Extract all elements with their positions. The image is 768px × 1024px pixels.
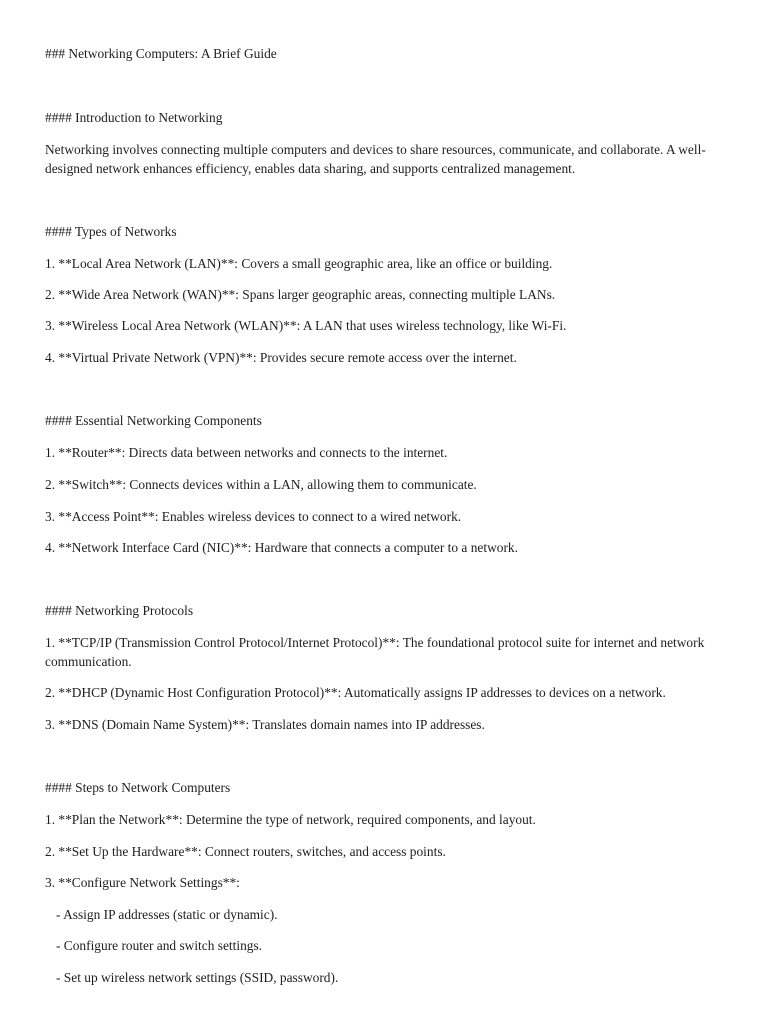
- section-heading-types: #### Types of Networks: [45, 224, 177, 239]
- list-item-types-1: 1. **Local Area Network (LAN)**: Covers a small geographic area, like an office or building.: [45, 256, 553, 271]
- list-item-components-4: 4. **Network Interface Card (NIC)**: Hardware that connects a computer to a network.: [45, 540, 518, 555]
- list-item-protocols-3: 3. **DNS (Domain Name System)**: Translates domain names into IP addresses.: [45, 717, 485, 732]
- section-heading-protocols: #### Networking Protocols: [45, 603, 194, 618]
- list-item-components-2: 2. **Switch**: Connects devices within a LAN, allowing them to communicate.: [45, 477, 477, 492]
- list-item-types-3: 3. **Wireless Local Area Network (WLAN)**: A LAN that uses wireless technology, like Wi-Fi.: [45, 318, 567, 333]
- list-item-types-4: 4. **Virtual Private Network (VPN)**: Provides secure remote access over the internet.: [45, 350, 517, 365]
- section-heading-steps: #### Steps to Network Computers: [45, 780, 231, 795]
- intro-paragraph: Networking involves connecting multiple computers and devices to share resources, communicate, and collaborate. A well-designed network enhances efficiency, enables data sharing, and supports centralized management.: [45, 142, 706, 176]
- list-item-protocols-1: 1. **TCP/IP (Transmission Control Protocol/Internet Protocol)**: The foundational protocol suite for internet and network communication.: [45, 635, 705, 669]
- list-item-types-2: 2. **Wide Area Network (WAN)**: Spans larger geographic areas, connecting multiple LANs.: [45, 287, 556, 302]
- list-item-steps-3: 3. **Configure Network Settings**:: [45, 875, 240, 890]
- document-title: ### Networking Computers: A Brief Guide: [45, 46, 277, 61]
- sub-item-steps-2: - Configure router and switch settings.: [56, 938, 263, 953]
- list-item-steps-2: 2. **Set Up the Hardware**: Connect routers, switches, and access points.: [45, 844, 446, 859]
- list-item-steps-1: 1. **Plan the Network**: Determine the type of network, required components, and layout.: [45, 812, 536, 827]
- section-heading-introduction: #### Introduction to Networking: [45, 110, 223, 125]
- sub-item-steps-3: - Set up wireless network settings (SSID, password).: [56, 970, 339, 985]
- list-item-components-3: 3. **Access Point**: Enables wireless devices to connect to a wired network.: [45, 509, 462, 524]
- sub-item-steps-1: - Assign IP addresses (static or dynamic).: [56, 907, 278, 922]
- section-heading-components: #### Essential Networking Components: [45, 413, 262, 428]
- list-item-components-1: 1. **Router**: Directs data between networks and connects to the internet.: [45, 445, 448, 460]
- list-item-protocols-2: 2. **DHCP (Dynamic Host Configuration Protocol)**: Automatically assigns IP addresses to devices on a network.: [45, 685, 666, 700]
